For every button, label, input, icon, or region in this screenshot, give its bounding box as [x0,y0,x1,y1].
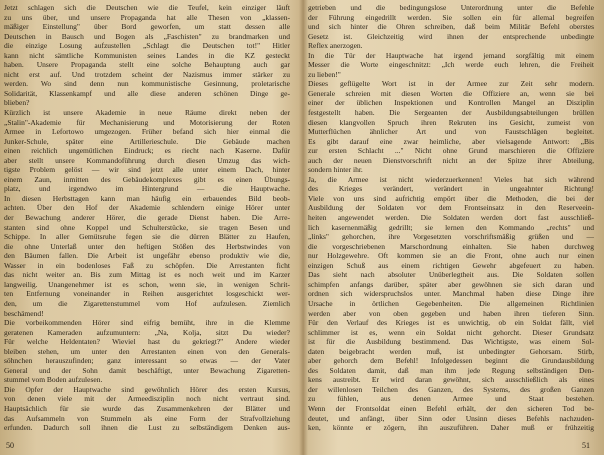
text-line: getrieben und die bedingungslose Unterordnung unter die Befehle [308,3,594,12]
text-line: werden. Wo sind denn nun kommunistische Gesinnung, proletarische [4,79,290,89]
text-line: Es gibt darauf eine zwar heimliche, aber vielsagende Antwort: „Bis [308,136,594,146]
text-line: kann nicht sämtliche Kommunisten seines Landes in die KZ gesteckt [4,50,290,60]
text-line: das nicht weiter an. Bis zum Mittag ist es noch weit und im Karzer [4,270,290,280]
text-line: sondern hinter ihr. [308,165,363,175]
text-line: festgestellt haben. Die Sergeanten der Ausbildungsabteilungen brüllen [308,108,594,118]
text-line: ken, könnte er zögern, ihn auszuführen. Daher muß er frühzeitig [308,423,594,433]
text-line: Für den Verlauf des Krieges ist es unwichtig, ob ein Soldat fällt, viel [308,318,594,328]
text-line: schimpfen anfangs darüber, später aber gewöhnen sie sich daran und [308,279,594,289]
text-line: zur ersten Schlacht ..." Nicht ohne Grund marschieren die Offiziere [308,146,594,156]
text-line: söhnchen herauszufinden; ganz interessant so etwas — der Vater [4,356,290,366]
text-line: stanten sind ohne Koppel und Schulterstücke, sie tragen Besen und [4,222,290,232]
text-line: ordnen sich widerspruchslos unter. Manchmal haben diese Dinge ihre [308,289,594,299]
text-line: Kürzlich ist unsere Akademie in neue Räume direkt neben der [4,108,290,118]
text-line: aber gehorch dem Befehl! Infolgedessen beginnt die Grundausbildung [308,356,594,366]
text-line: der Führung eingedrillt werden. Sie sollen ein für allemal begreifen [308,12,594,22]
text-line: Das sieht nach absoluter Unüberlegtheit aus. Die Soldaten sollen [308,270,594,280]
text-line: einem Zaun, inmitten des Gebäudekomplexes gibt es einen Übungs- [4,174,290,184]
text-line: Messer die Worte eingeschnitzt: „Ich werde euch lehren, die Freiheit [308,60,594,70]
text-line: Wenn der Frontsoldat einen Befehl erhält, der den sicheren Tod be- [308,403,594,413]
right-page-text [308,3,594,433]
text-line: Ursache in örtlichen Gegebenheiten. Die allgemeinen Richtlinien [308,298,594,308]
text-line: In die Tür der Hauptwache hat irgend jemand sorgfältig mit einem [308,50,594,60]
text-line: werden aber von oben gegeben und haben ihren tieferen Sinn. [308,308,594,318]
text-line: ist für die Ausbildung bestimmend. Das Wichtigste, was einem Sol- [308,337,594,347]
text-line: Hauptsächlich für sie wurde das Zusammenkehren der Blätter und [4,403,290,413]
text-line: das Aufsammeln von Stummeln als eine Form der Strafvollziehung [4,413,290,423]
text-line: Solidarität, Klassenkampf und alle diese anderen schönen Dinge ge- [4,88,290,98]
text-line: achten. Über den Hof der Akademie schlendern einige Hörer unter [4,203,290,213]
text-line: Wasser in ein bodenloses Faß zu schöpfen. Die Arrestanten ficht [4,260,290,270]
text-line: nur Holzgewehre. Oft kommen sie an die Front, ohne auch nur einen [308,251,594,261]
text-line: den Bäumen fallen. Die Arbeit ist ungefähr ebenso produktiv wie die, [4,251,290,261]
text-line: heiten angewendet werden. Die Soldaten werden dort fast ausschließ- [308,213,594,223]
text-line: lich kasernenmäßig gedrillt; sie lernen den Kommando „rechts" und [308,222,594,232]
text-line: platz, und irgendwo im Hintergrund — die Hauptwache. [4,184,290,194]
text-line: nicht erst auf. Und trotzdem scheint der Nazismus immer stärker zu [4,69,290,79]
text-line: Junker-Schule, später eine Artillerieschule. Die Gebäude machen [4,136,290,146]
text-line: die vorgeschriebenen Marschordnung einhalten. Sie haben durchweg [308,241,594,251]
text-line: zu uns über, und unsere Propaganda hat alle Thesen von „klassen- [4,12,290,22]
text-line: langweilig. Unangenehmer ist es schon, wenn sie, in wenigen Schrit- [4,279,290,289]
text-line: Armee in Lefortowo umgezogen. Früher befand sich hier einmal die [4,127,290,137]
text-line: Reflex anerzogen. [308,41,363,51]
text-line: ten Entfernung voneinander in Reihen ausgerichtet losgeschickt wer- [4,289,290,299]
text-line: der Bewachung anderer Hörer, die gerade Dienst haben. Die Arre- [4,213,290,223]
text-line: der willenlosen Teilchen des Ganzen, des Systems, des großen Ganzen [308,384,594,394]
text-line: mäßiger Einstellung" über Bord geworfen, um statt dessen alle [4,22,290,32]
text-line: einen reichlich ungemütlichen Eindruck; es riecht nach Kaserne. Dafür [4,146,290,156]
left-page [4,3,290,451]
text-line: stummel vom Boden aufzulesen. [4,375,103,385]
text-line: daten beigebracht werden muß, ist unbedingter Gehorsam. Stirb, [308,346,594,356]
text-line: des Soldaten damit, daß man ihm jede Regung selbständigen Den- [308,365,594,375]
text-line: Dieses geflügelte Wort ist in der Armee zur Zeit sehr modern. [308,79,594,89]
text-line: Ausbildung der Soldaten vor dem Frontseinsatz in den Reserveein- [308,203,594,213]
left-page-text [4,3,290,433]
text-line: Generale schreien mit diesen Worten die Offiziere an, wenn sie bei [308,88,594,98]
text-line: Mutterflüchen ähnlicher Art und von Faustschlägen begleitet. [308,127,594,137]
text-line: kens austreibt. Er wird daran gewöhnt, sich ausschließlich als eines [308,375,594,385]
text-line: beschämend! [4,308,44,318]
right-page [308,3,594,451]
text-line: diesen klangvollen Spruch ihren Rekruten ins Gesicht, zumeist von [308,117,594,127]
text-line: Viele von uns sind aufrichtig empört über die Methoden, die bei der [308,193,594,203]
text-line: einzigen Schuß aus einem richtigen Gewehr abgefeuert zu haben. [308,260,594,270]
text-line: In diesen Herbsttagen kann man häufig ein erbauendes Bild beob- [4,193,290,203]
text-line: Gesetz ist. Gleichzeitig wird ihnen der entsprechende unbedingte [308,31,594,41]
text-line: blieben? [4,98,30,108]
text-line: Deutschen in Bausch und Bogen als „Faschisten" zu brandmarken und [4,31,290,41]
text-line: tigste Problem gelöst — wir sind jetzt alle unter einem Dach, hinter [4,165,290,175]
text-line: Jetzt schlagen sich die Deutschen wie die Teufel, kein einziger läuft [4,3,290,12]
right-page-number: 51 [582,441,590,450]
text-line: „Stalin"-Akademie für Mechanisierung und Motorisierung der Roten [4,117,290,127]
text-line: die ohne Unterlaß unter den heftigen Stößen des Herbstwindes von [4,241,290,251]
text-line: die einzige Losung aufzustellen „Schlagt die Deutschen tot!" Hitler [4,41,290,51]
text-line: „links" gehorchen, ihre Vorgesetzten vorschriftsmäßig grüßen und — [308,232,594,242]
text-line: einer der üblichen Inspektionen und Kontrollen Mangel an Disziplin [308,98,594,108]
text-line: deutet, und anfängt, über Sinn oder Unsinn dieses Befehls nachzuden- [308,413,594,423]
text-line: Für welche Heldentaten? Wieviel hast du gekriegt?" Andere wieder [4,337,290,347]
text-line: Die Opfer der Hauptwache sind gewöhnlich Hörer des ersten Kursus, [4,384,290,394]
text-line: General und der Sohn damit beschäftigt, unter Bewachung Zigaretten- [4,365,290,375]
text-line: zu fühlen, aus denen Armee und Staat bestehen. [308,394,594,404]
text-line: geratenen Kameraden aufzumuntern: „Na, Kolja, sitzt Du wieder? [4,327,290,337]
text-line: haben. Unsere Propaganda stellt eine solche Behauptung auch gar [4,60,290,70]
text-line: und sich hinter die Ohren schreiben, daß beim Militär Befehl oberstes [308,22,594,32]
text-line: Schippe. In aller Gemütsruhe fegen sie die dürren Blätter zu Haufen, [4,232,290,242]
text-line: schlimmer ist es, wenn ein Soldat nicht gehorcht. Dieser Grundsatz [308,327,594,337]
text-line: bleiben stehen, um unter den Arrestanten einen von den Generals- [4,346,290,356]
text-line: Ja, die Armee ist nicht wiederzuerkennen! Vieles hat sich während [308,174,594,184]
text-line: den, um die Zigarettenstummel vom Hof aufzulesen. Ziemlich [4,298,290,308]
text-line: von denen viele mit der Armeedisziplin noch nicht vertraut sind. [4,394,290,404]
text-line: erfunden. Dadurch soll ihnen die Lust zu selbständigem Denken aus- [4,423,290,433]
left-page-number: 50 [6,441,14,450]
text-line: Die vorbeikommenden Hörer sind eifrig bemüht, ihre in die Klemme [4,318,290,328]
text-line: des Krieges verändert, verändert in ungeahnter Richtung! [308,184,594,194]
text-line: zu lieben!" [308,69,341,79]
text-line: auch der neuen Dienstvorschrift nicht an der Spitze ihrer Abteilung, [308,155,594,165]
text-line: aber stellt unsere Kommandoführung durch diesen Umzug das wich- [4,155,290,165]
